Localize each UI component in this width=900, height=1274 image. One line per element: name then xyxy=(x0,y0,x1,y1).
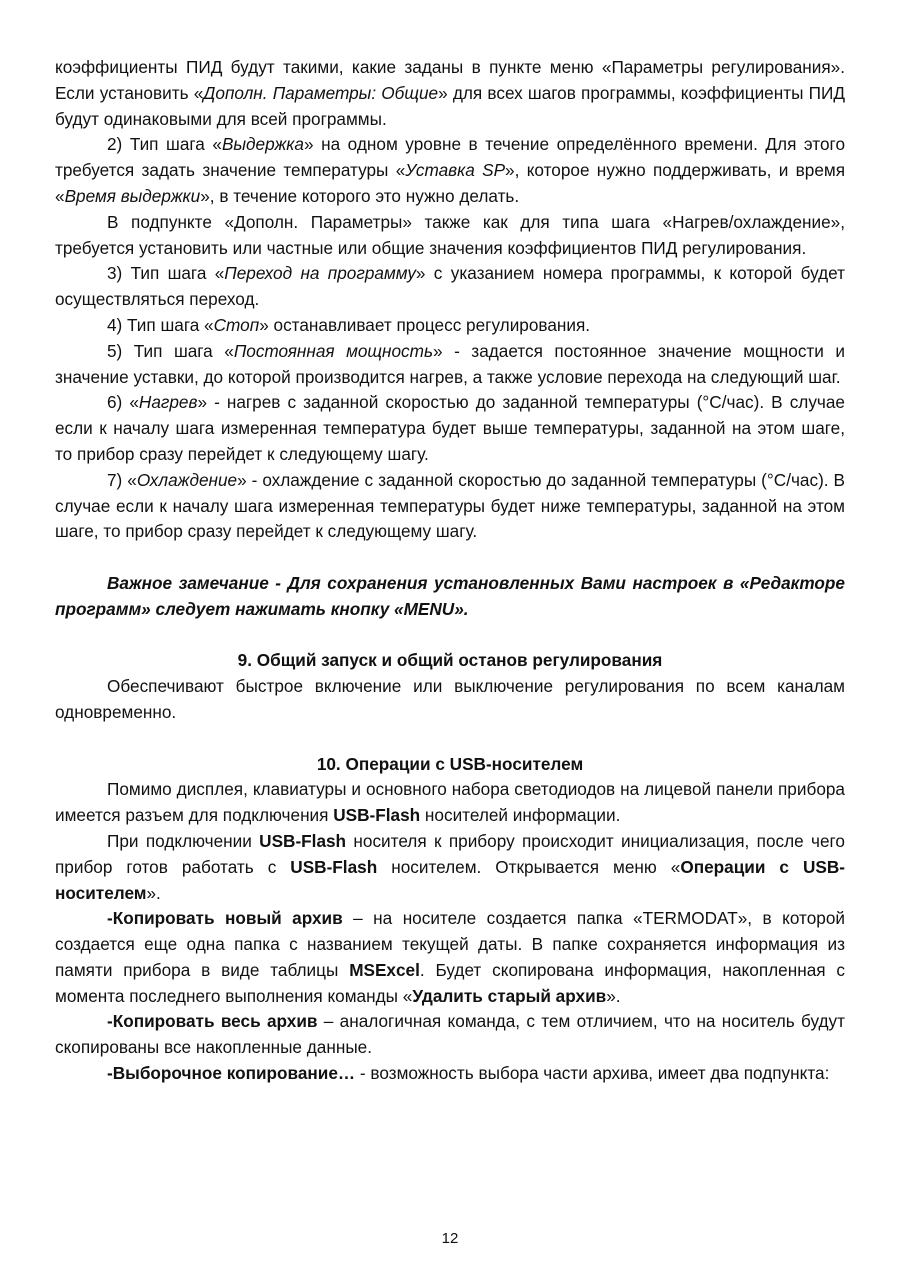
text-run: При подключении xyxy=(107,830,260,851)
text-run: », которое нужно поддерживать, и время « xyxy=(55,160,846,206)
text-run: – аналогичная команда, с тем отличием, что на носитель будут скопированы все накопленные данные. xyxy=(55,1011,845,1058)
text-run: » - нагрев с заданной скоростью до заданной температуры (°С/час). В случае если к началу шага измеренная температура будет выше температуры, заданной на этом шаге, то прибор сразу перейдет к следующему шагу. xyxy=(55,392,845,464)
text-run: 2) Тип шага « xyxy=(107,134,222,155)
text-run: 4) Тип шага « xyxy=(107,314,214,335)
text-run: » останавливает процесс регулирования. xyxy=(259,314,591,335)
text-run: . Будет скопирована информация, накопленная с момента последнего выполнения команды « xyxy=(55,959,845,1006)
text-run: – на носителе создается папка «TERMODAT», в которой создается еще одна папка с названием текущей даты. В папке сохраняется информация из памяти прибора в виде таблицы xyxy=(55,908,845,980)
text-run: коэффициенты ПИД будут такими, какие заданы в пункте меню «Параметры регулирования». Если установить « xyxy=(55,57,845,103)
paragraph-step-stop xyxy=(55,313,845,339)
bold-term: Операции с USB-носителем xyxy=(55,856,845,903)
text-run: носителем. Открывается меню « xyxy=(377,856,681,877)
text-run: » на одном уровне в течение определённого времени. Для этого требуется задать значение температуры « xyxy=(55,134,845,181)
text-run: ». xyxy=(606,985,621,1006)
paragraph-selective-copy xyxy=(55,1061,845,1087)
text-run: ». xyxy=(146,882,161,903)
spacer xyxy=(55,726,845,752)
spacer xyxy=(55,545,845,571)
bold-term: MSExcel xyxy=(349,959,420,980)
text-run: » для всех шагов программы, коэффициенты ПИД будут одинаковыми для всей программы. xyxy=(55,82,845,129)
text-run: 5) Тип шага « xyxy=(107,340,234,361)
paragraph-step-cooling xyxy=(55,468,845,545)
text-run: Помимо дисплея, клавиатуры и основного набора светодиодов на лицевой панели прибора имеется разъем для подключения xyxy=(55,779,845,826)
bold-term: USB-Flash xyxy=(333,805,421,826)
bold-term: USB-Flash xyxy=(259,830,347,851)
paragraph-copy-full-archive xyxy=(55,1009,845,1061)
paragraph-copy-new-archive xyxy=(55,906,845,1009)
spacer xyxy=(55,623,845,649)
italic-term: Охлаждение xyxy=(136,469,238,490)
italic-term: Постоянная мощность xyxy=(233,340,434,361)
bold-term: -Копировать весь архив xyxy=(107,1011,318,1032)
text-run: », в течение которого это нужно делать. xyxy=(200,185,520,206)
text-run: 7) « xyxy=(107,469,137,490)
text-run: » - охлаждение с заданной скоростью до заданной температуры (°С/час). В случае если к началу шага измеренная температуры будет ниже температуры, заданной на этом шаге, то прибор сразу перейдет к следующему шагу. xyxy=(55,469,845,542)
paragraph-usb-init xyxy=(55,829,845,906)
paragraph-usb-connector xyxy=(55,777,845,829)
section-10-title: 10. Операции с USB-носителем xyxy=(316,753,584,774)
text-run: - возможность выбора части архива, имеет два подпункта: xyxy=(355,1063,830,1084)
italic-term: Стоп xyxy=(213,314,260,335)
paragraph-step-constant-power xyxy=(55,339,845,391)
italic-term: Уставка SP xyxy=(405,160,506,181)
bold-term: USB-Flash xyxy=(290,856,378,877)
bold-term: -Копировать новый архив xyxy=(107,908,343,929)
paragraph-extra-params: В подпункте «Дополн. Параметры» также как для типа шага «Нагрев/охлаждение», требуется установить или частные или общие значения коэффициентов ПИД регулирования. xyxy=(55,211,845,258)
italic-term: Переход на программу xyxy=(224,263,416,284)
text-run: 3) Тип шага « xyxy=(107,263,225,284)
text-run: 6) « xyxy=(107,392,139,413)
section-9-title: 9. Общий запуск и общий останов регулирования xyxy=(237,650,663,671)
text-run: » с указанием номера программы, к которой будет осуществляться переход. xyxy=(55,263,845,310)
paragraph-pid-coefficients xyxy=(55,55,845,132)
bold-term: Удалить старый архив xyxy=(412,985,607,1006)
text-run: » - задается постоянное значение мощности и значение уставки, до которой производится нагрев, а также условие перехода на следующий шаг. xyxy=(55,340,845,387)
italic-term: Нагрев xyxy=(138,392,198,413)
italic-term: Время выдержки xyxy=(64,185,201,206)
paragraph-step-hold xyxy=(55,132,845,209)
section-9-text: Обеспечивают быстрое включение или выключение регулирования по всем каналам одновременно. xyxy=(55,676,845,722)
italic-term: Выдержка xyxy=(221,134,304,155)
text-run: носителей информации. xyxy=(420,805,621,826)
page-number: 12 xyxy=(441,1230,459,1247)
bold-term: -Выборочное копирование… xyxy=(107,1063,356,1084)
italic-term: Дополн. Параметры: Общие xyxy=(203,82,439,103)
paragraph-step-heating xyxy=(55,390,845,467)
important-note: Важное замечание - Для сохранения установленных Вами настроек в «Редакторе программ» следует нажимать кнопку «MENU». xyxy=(55,572,845,619)
paragraph-step-jump xyxy=(55,261,845,313)
text-run: носителя к прибору происходит инициализация, после чего прибор готов работать с xyxy=(55,830,845,877)
